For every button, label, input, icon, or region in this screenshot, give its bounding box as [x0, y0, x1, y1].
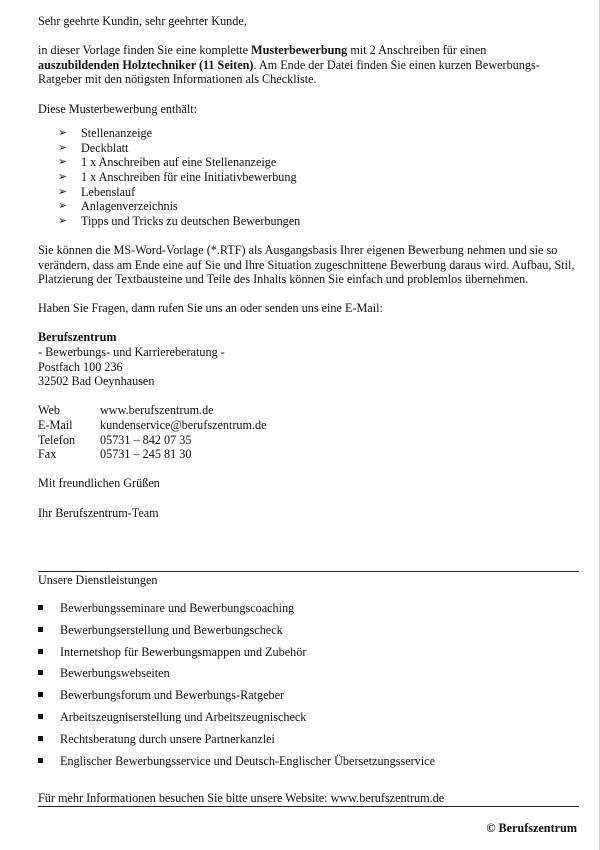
- list-item: [38, 601, 578, 623]
- closing: Mit freundlichen Grüßen: [38, 476, 160, 491]
- arrow-bullet-icon: ➢: [58, 200, 68, 213]
- square-bullet-icon: [38, 670, 43, 675]
- square-bullet-icon: [38, 692, 43, 697]
- service-text: Bewerbungsseminare und Bewerbungscoaching: [60, 601, 295, 615]
- service-text: Internetshop für Bewerbungsmappen und Zubehör: [60, 644, 307, 659]
- website-link[interactable]: www.berufszentrum.de: [100, 403, 214, 418]
- email-link[interactable]: kundenservice@berufszentrum.de: [100, 418, 267, 433]
- contact-row-fax: [38, 447, 578, 462]
- arrow-bullet-icon: ➢: [58, 214, 68, 227]
- contents-heading: Diese Musterbewerbung enthält:: [38, 101, 198, 116]
- square-bullet-icon: [38, 758, 43, 763]
- org-subtitle: - Bewerbungs- und Karriereberatung -: [38, 345, 225, 360]
- list-item-text: 1 x Anschreiben auf eine Stellenanzeige: [81, 155, 277, 170]
- copyright: © Berufszentrum: [486, 821, 577, 835]
- contact-label: Web: [38, 403, 61, 418]
- divider-top: [38, 571, 579, 572]
- phone-number: 05731 – 842 07 35: [100, 432, 192, 447]
- list-item: [38, 710, 578, 732]
- service-text: Bewerbungsforum und Bewerbungs-Ratgeber: [60, 688, 285, 703]
- list-item: [38, 126, 578, 141]
- list-item: [38, 754, 578, 776]
- list-item: [38, 623, 578, 645]
- list-item: [38, 199, 578, 214]
- questions-line: Haben Sie Fragen, dann rufen Sie uns an oder senden uns eine E-Mail:: [38, 301, 383, 316]
- list-item-text: Stellenanzeige: [81, 126, 153, 141]
- service-text: Rechtsberatung durch unsere Partnerkanzlei: [60, 731, 275, 746]
- square-bullet-icon: [38, 714, 43, 719]
- intro-text-2: mit 2 Anschreiben für einen: [347, 43, 487, 58]
- list-item: [38, 214, 578, 229]
- org-name-text: Berufszentrum: [38, 330, 117, 345]
- service-text: Englischer Bewerbungsservice und Deutsch-Englischer Übersetzungsservice: [60, 753, 435, 768]
- list-item: [38, 688, 578, 710]
- service-text: Bewerbungswebseiten: [60, 666, 170, 681]
- usage-paragraph: Sie können die MS-Word-Vorlage (*.RTF) als Ausgangsbasis Ihrer eigenen Bewerbung nehmen und sie so verändern, dass am Ende eine auf Sie und Ihre Situation zugeschnittene Bewerbung daraus wird. Aufbau, Stil, Platzierung der Textbausteine und Teile des Inhalts können Sie einfach und problemlos übernehmen.: [38, 242, 575, 287]
- salutation: Sehr geehrte Kundin, sehr geehrter Kunde,: [38, 14, 247, 28]
- arrow-bullet-icon: ➢: [58, 141, 68, 154]
- list-item: [38, 155, 578, 170]
- contact-row-phone: [38, 433, 578, 448]
- divider-bottom: [38, 806, 579, 807]
- arrow-bullet-icon: ➢: [58, 127, 68, 140]
- contents-list: [38, 126, 578, 228]
- address-line-2: 32502 Bad Oeynhausen: [38, 374, 155, 389]
- contact-label: Fax: [38, 447, 57, 462]
- org-name: [38, 330, 578, 345]
- list-item: [38, 666, 578, 688]
- list-item-text: 1 x Anschreiben für eine Initiativbewerbung: [81, 169, 297, 184]
- square-bullet-icon: [38, 649, 43, 654]
- services-list: [38, 601, 578, 775]
- list-item-text: Deckblatt: [81, 140, 129, 155]
- list-item: [38, 185, 578, 200]
- intro-bold-2: auszubildenden Holztechniker (11 Seiten): [38, 57, 254, 72]
- contact-row-email: [38, 418, 578, 433]
- intro-bold-1: Musterbewerbung: [251, 43, 348, 58]
- intro-text-1: in dieser Vorlage finden Sie eine komplette: [38, 43, 252, 58]
- letter-body: [38, 14, 578, 520]
- service-text: Bewerbungserstellung und Bewerbungscheck: [60, 622, 283, 637]
- list-item: [38, 141, 578, 156]
- contact-row-web: [38, 403, 578, 418]
- square-bullet-icon: [38, 736, 43, 741]
- signature: Ihr Berufszentrum-Team: [38, 505, 159, 520]
- contact-block: [38, 403, 578, 461]
- list-item-text: Lebenslauf: [81, 184, 136, 199]
- list-item-text: Anlagenverzeichnis: [81, 199, 178, 214]
- list-item: [38, 645, 578, 667]
- address-line-1: Postfach 100 236: [38, 359, 123, 374]
- square-bullet-icon: [38, 627, 43, 632]
- arrow-bullet-icon: ➢: [58, 185, 68, 198]
- service-text: Arbeitszeugniserstellung und Arbeitszeugnischeck: [60, 709, 307, 724]
- list-item: [38, 170, 578, 185]
- intro-text-3: . Am Ende der Datei finden Sie einen kurzen Bewerbungs-Ratgeber mit den nötigsten Informationen als Checkliste.: [38, 57, 540, 87]
- fax-number: 05731 – 245 81 30: [100, 447, 192, 462]
- arrow-bullet-icon: ➢: [58, 156, 68, 169]
- list-item: [38, 732, 578, 754]
- intro-paragraph: [38, 43, 578, 87]
- list-item-text: Tipps und Tricks zu deutschen Bewerbungen: [81, 213, 301, 228]
- square-bullet-icon: [38, 605, 43, 610]
- arrow-bullet-icon: ➢: [58, 170, 68, 183]
- more-info-line: Für mehr Informationen besuchen Sie bitte unsere Website: www.berufszentrum.de: [38, 791, 445, 805]
- contact-label: E-Mail: [38, 418, 73, 433]
- services-title: Unsere Dienstleistungen: [38, 573, 158, 587]
- contact-label: Telefon: [38, 432, 76, 447]
